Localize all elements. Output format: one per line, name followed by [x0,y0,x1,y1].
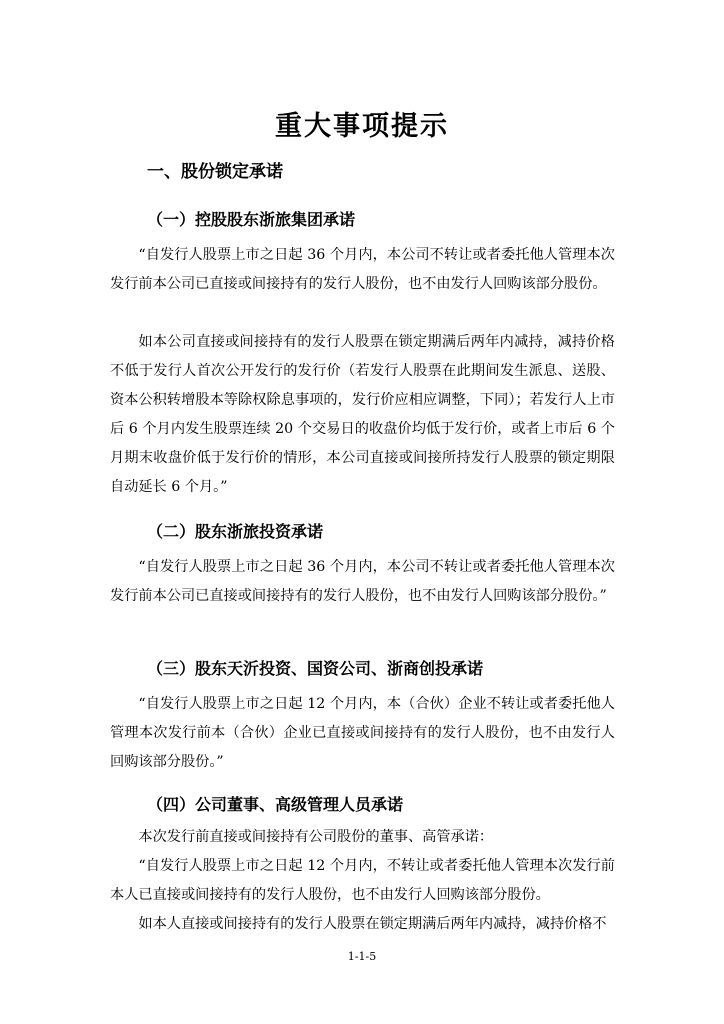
section-heading-share-lockup: 一、股份锁定承诺 [147,162,283,182]
subheading-directors-executives: （四）公司董事、高级管理人员承诺 [147,795,404,814]
paragraph-1: “自发行人股票上市之日起 36 个月内，本公司不转让或者委托他人管理本次发行前本公司已直接或间接持有的发行人股份，也不由发行人回购该部分股份。 [110,247,615,292]
page-title: 重大事项提示 [275,111,449,142]
paragraph-2: 如本公司直接或间接持有的发行人股票在锁定期满后两年内减持，减持价格不低于发行人首次公开发行的发行价（若发行人股票在此期间发生派息、送股、资本公积转增股本等除权除息事项的，发行价应相应调整，下同）；若发行人上市后 6 个月内发生股票连续 20 个交易日的收盘价均低于发行价，或者上市后 6 个月期末收盘价低于发行价的情形，本公司直接或间接所持发行人股票的锁定期限自动延长 6 个月。” [110,334,615,495]
subheading-shareholder-investment: （二）股东浙旅投资承诺 [147,522,324,541]
subheading-other-shareholders: （三）股东天沂投资、国资公司、浙商创投承诺 [147,659,484,678]
page-number: 1-1-5 [347,950,377,963]
paragraph-6: “自发行人股票上市之日起 12 个月内，不转让或者委托他人管理本次发行前本人已直接或间接持有的发行人股份，也不由发行人回购该部分股份。 [110,858,615,903]
paragraph-4: “自发行人股票上市之日起 12 个月内，本（合伙）企业不转让或者委托他人管理本次发行前本（合伙）企业已直接或间接持有的发行人股份，也不由发行人回购该部分股份。” [110,696,615,770]
subheading-controlling-shareholder: （一）控股股东浙旅集团承诺 [147,210,356,229]
paragraph-5: 本次发行前直接或间接持有公司股份的董事、高管承诺： [138,829,494,845]
paragraph-3: “自发行人股票上市之日起 36 个月内，本公司不转让或者委托他人管理本次发行前本公司已直接或间接持有的发行人股份，也不由发行人回购该部分股份。” [110,559,615,604]
paragraph-7: 如本人直接或间接持有的发行人股票在锁定期满后两年内减持，减持价格不 [138,916,607,932]
